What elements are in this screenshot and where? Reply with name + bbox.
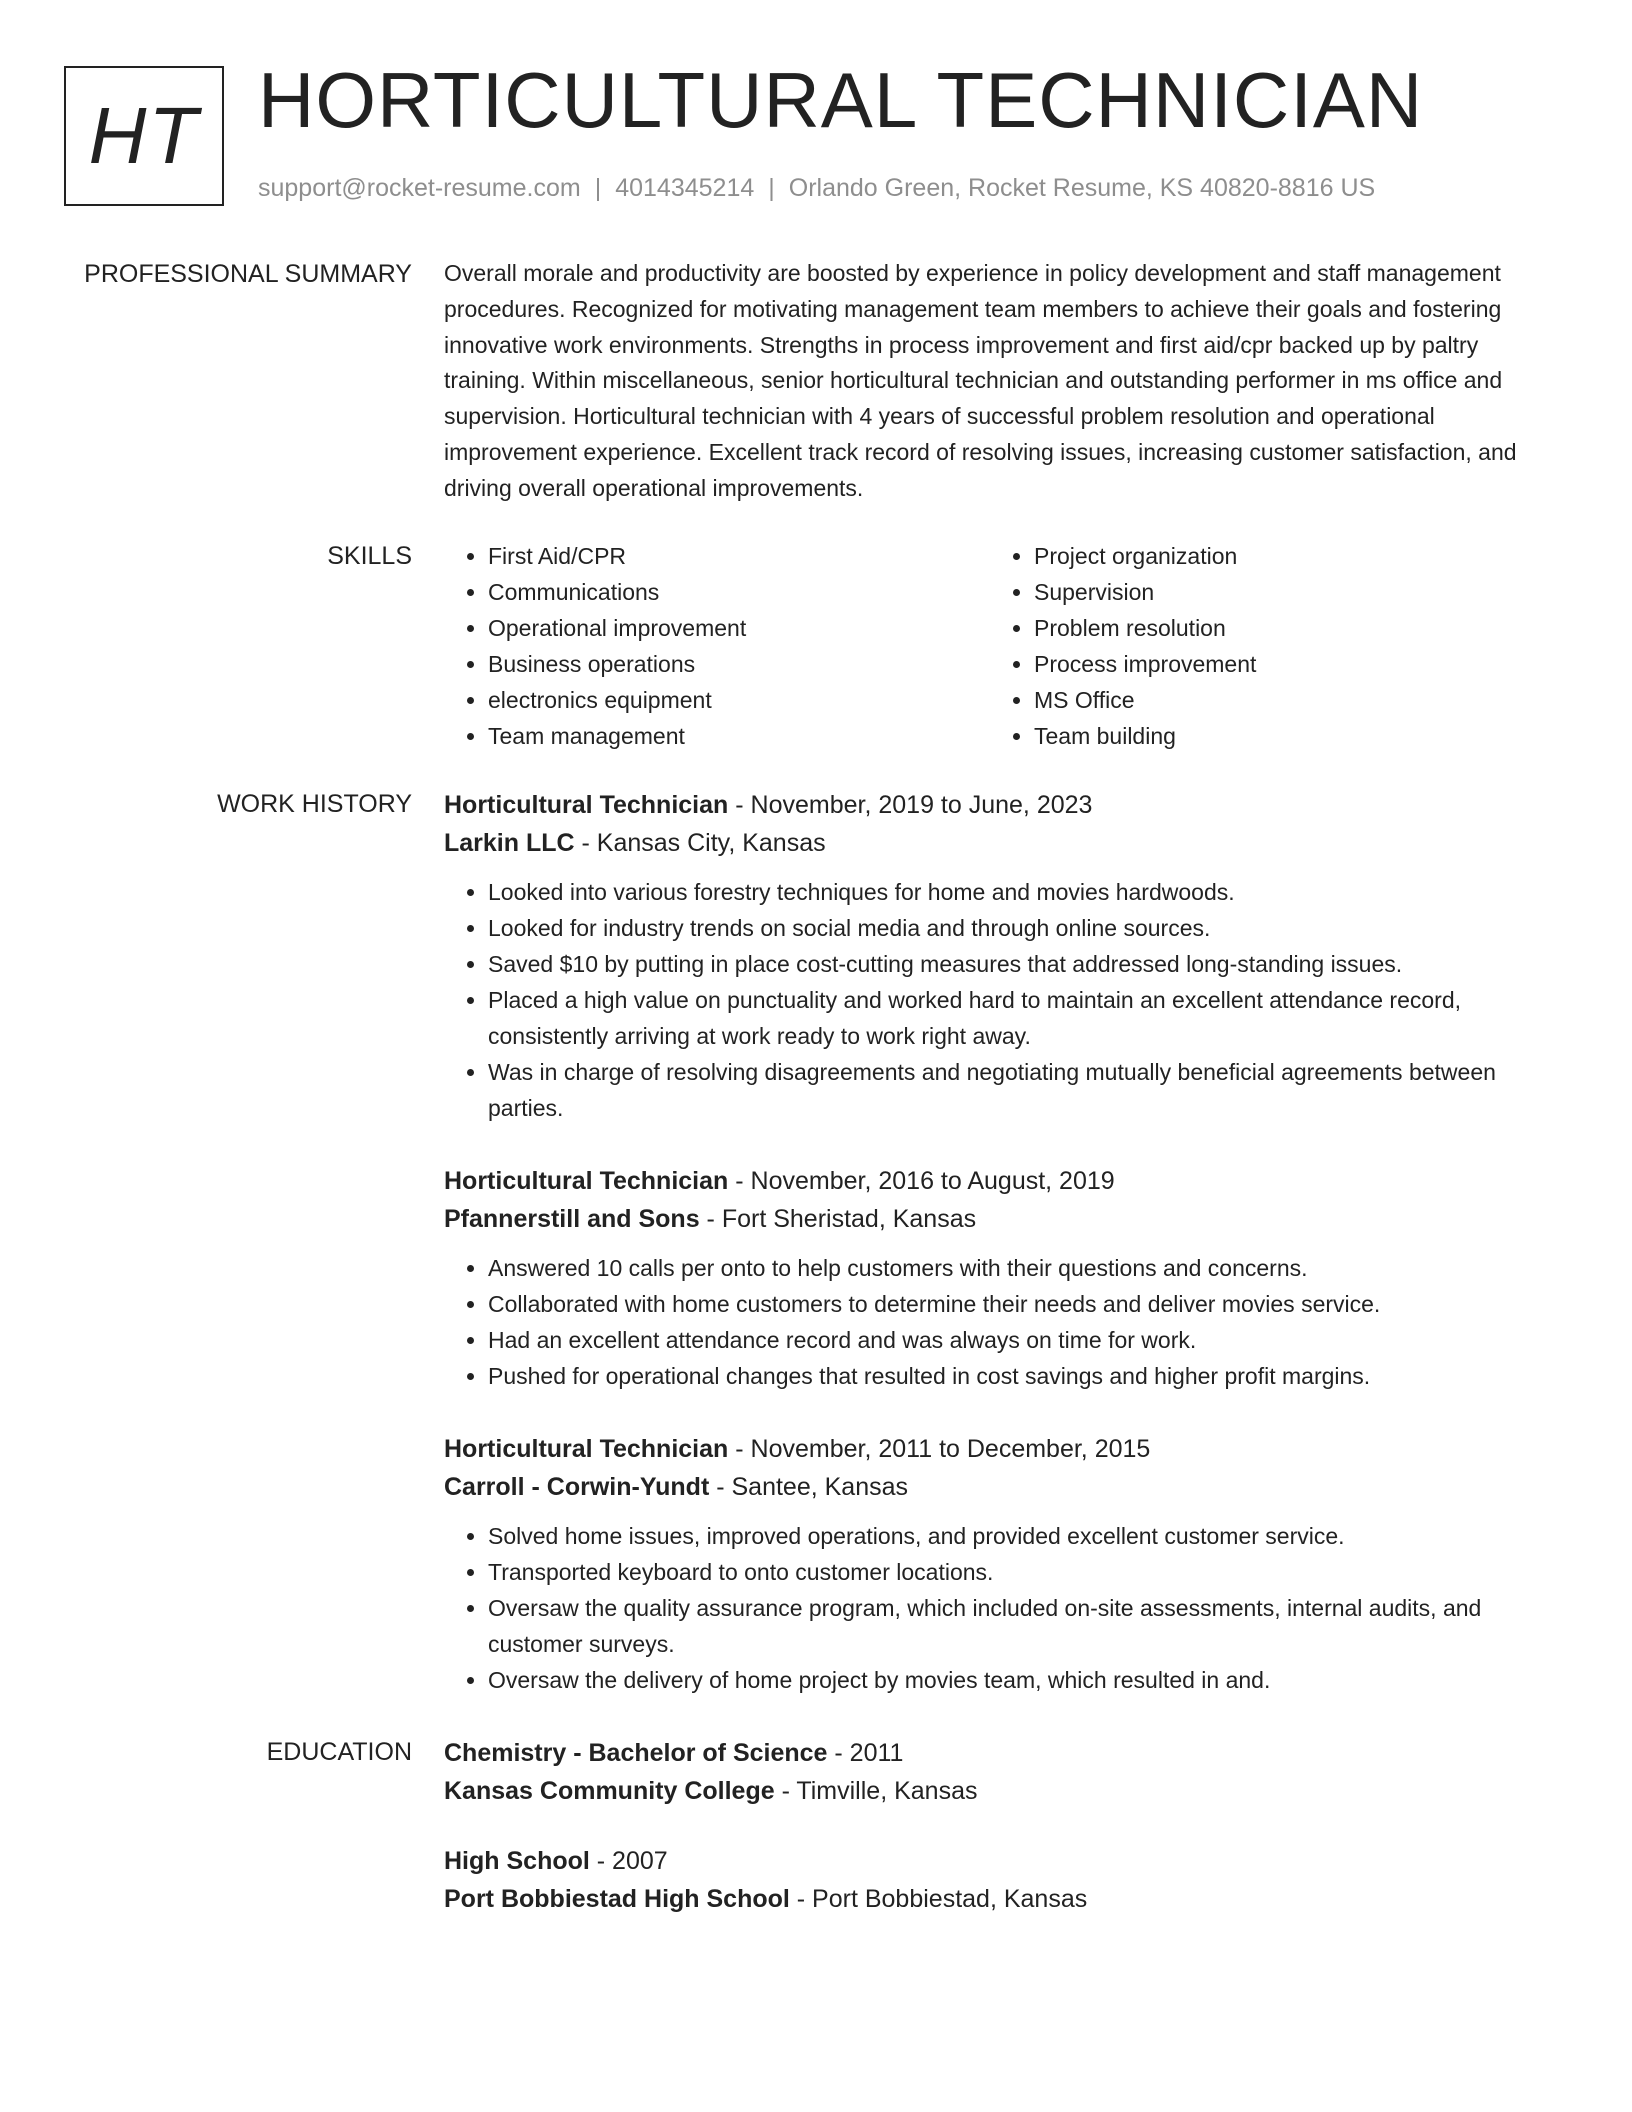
work-body bbox=[444, 786, 1564, 1126]
job-title-line bbox=[444, 786, 1564, 824]
skills-column-right bbox=[990, 538, 1536, 754]
job-dates: - November, 2016 to August, 2019 bbox=[728, 1167, 1115, 1195]
job-location: - Fort Sheristad, Kansas bbox=[699, 1205, 977, 1233]
skill-item: • Supervision bbox=[1034, 574, 1536, 610]
edu-degree-line bbox=[444, 1842, 1564, 1880]
job-location: - Santee, Kansas bbox=[709, 1473, 909, 1501]
skill-item: • Team management bbox=[488, 718, 990, 754]
skill-item: • Project organization bbox=[1034, 538, 1536, 574]
job-bullet: • Had an excellent attendance record and was always on time for work. bbox=[488, 1322, 1564, 1358]
edu-school-line bbox=[444, 1880, 1564, 1918]
job-company-line bbox=[444, 1200, 1564, 1238]
work-body bbox=[444, 1430, 1564, 1698]
edu-school-line bbox=[444, 1772, 1564, 1810]
job-dates: - November, 2019 to June, 2023 bbox=[728, 791, 1093, 819]
summary-body bbox=[444, 256, 1564, 507]
job-title-line bbox=[444, 1430, 1564, 1468]
work-body bbox=[444, 1162, 1564, 1394]
job-bullet: • Was in charge of resolving disagreements and negotiating mutually beneficial agreements between parties. bbox=[488, 1054, 1564, 1126]
contact-separator: | bbox=[594, 174, 602, 202]
job-bullet: • Saved $10 by putting in place cost-cutting measures that addressed long-standing issues. bbox=[488, 946, 1564, 982]
education-body bbox=[444, 1734, 1564, 1918]
contact-email[interactable]: support@rocket-resume.com bbox=[258, 174, 581, 202]
skill-item: • MS Office bbox=[1034, 682, 1536, 718]
job-bullet: • Answered 10 calls per onto to help customers with their questions and concerns. bbox=[488, 1250, 1564, 1286]
skills-heading: SKILLS bbox=[327, 542, 412, 570]
skills-column-left bbox=[444, 538, 990, 754]
job-title: Horticultural Technician bbox=[444, 791, 729, 819]
job-bullets bbox=[444, 1518, 1564, 1698]
skill-item: • First Aid/CPR bbox=[488, 538, 990, 574]
monogram-badge bbox=[64, 66, 224, 206]
edu-degree: Chemistry - Bachelor of Science bbox=[444, 1739, 828, 1767]
edu-degree-line bbox=[444, 1734, 1564, 1772]
job-company: Carroll - Corwin-Yundt bbox=[444, 1473, 710, 1501]
job-bullet: • Oversaw the quality assurance program, which included on-site assessments, internal audits, and customer surveys. bbox=[488, 1590, 1564, 1662]
job-title: Horticultural Technician bbox=[444, 1435, 729, 1463]
job-title: Horticultural Technician bbox=[444, 1167, 729, 1195]
job-location: - Kansas City, Kansas bbox=[574, 829, 826, 857]
skill-item: • Operational improvement bbox=[488, 610, 990, 646]
job-company: Larkin LLC bbox=[444, 829, 575, 857]
edu-year: - 2007 bbox=[589, 1847, 668, 1875]
job-bullet: • Transported keyboard to onto customer locations. bbox=[488, 1554, 1564, 1590]
job-bullets bbox=[444, 874, 1564, 1126]
job-bullet: • Oversaw the delivery of home project by movies team, which resulted in and. bbox=[488, 1662, 1564, 1698]
skills-list bbox=[444, 538, 1564, 754]
job-bullet: • Solved home issues, improved operations, and provided excellent customer service. bbox=[488, 1518, 1564, 1554]
edu-degree: High School bbox=[444, 1847, 590, 1875]
skill-item: • Problem resolution bbox=[1034, 610, 1536, 646]
skill-item: • electronics equipment bbox=[488, 682, 990, 718]
summary-text: Overall morale and productivity are boosted by experience in policy development and staff management procedures. Recognized for motivating management team members to achieve their goals and fostering innovative work environments. Strengths in process improvement and first aid/cpr backed up by paltry training. Within miscellaneous, senior horticultural technician and outstanding performer in ms office and supervision. Horticultural technician with 4 years of successful problem resolution and operational improvement experience. Excellent track record of resolving issues, increasing customer satisfaction, and driving overall operational improvements. bbox=[444, 260, 1517, 501]
job-bullets bbox=[444, 1250, 1564, 1394]
job-company-line bbox=[444, 824, 1564, 862]
summary-heading: PROFESSIONAL SUMMARY bbox=[84, 260, 412, 288]
job-dates: - November, 2011 to December, 2015 bbox=[728, 1435, 1151, 1463]
job-company: Pfannerstill and Sons bbox=[444, 1205, 700, 1233]
edu-spacer bbox=[444, 1810, 1564, 1842]
job-bullet: • Placed a high value on punctuality and worked hard to maintain an excellent attendance record, consistently arriving at work ready to work right away. bbox=[488, 982, 1564, 1054]
job-title-line bbox=[444, 1162, 1564, 1200]
edu-location: - Port Bobbiestad, Kansas bbox=[789, 1885, 1088, 1913]
job-entry bbox=[444, 1162, 1564, 1394]
edu-location: - Timville, Kansas bbox=[774, 1777, 978, 1805]
edu-school: Port Bobbiestad High School bbox=[444, 1885, 790, 1913]
job-bullet: • Looked into various forestry techniques for home and movies hardwoods. bbox=[488, 874, 1564, 910]
candidate-name: HORTICULTURAL TECHNICIAN bbox=[258, 56, 1424, 144]
job-entry bbox=[444, 786, 1564, 1126]
edu-school: Kansas Community College bbox=[444, 1777, 775, 1805]
education-heading: EDUCATION bbox=[266, 1738, 412, 1766]
contact-line bbox=[258, 174, 1375, 203]
work-heading: WORK HISTORY bbox=[217, 790, 412, 818]
skill-item: • Process improvement bbox=[1034, 646, 1536, 682]
job-entry bbox=[444, 1430, 1564, 1698]
job-bullet: • Looked for industry trends on social media and through online sources. bbox=[488, 910, 1564, 946]
monogram-initials: HT bbox=[88, 91, 200, 180]
contact-separator: | bbox=[768, 174, 775, 202]
contact-address: Orlando Green, Rocket Resume, KS 40820-8816 US bbox=[788, 174, 1376, 202]
job-bullet: • Pushed for operational changes that resulted in cost savings and higher profit margins. bbox=[488, 1358, 1564, 1394]
job-bullet: • Collaborated with home customers to determine their needs and deliver movies service. bbox=[488, 1286, 1564, 1322]
job-company-line bbox=[444, 1468, 1564, 1506]
skill-item: • Business operations bbox=[488, 646, 990, 682]
skill-item: • Communications bbox=[488, 574, 990, 610]
contact-phone[interactable]: 4014345214 bbox=[615, 174, 755, 202]
skill-item: • Team building bbox=[1034, 718, 1536, 754]
edu-year: - 2011 bbox=[827, 1739, 904, 1767]
